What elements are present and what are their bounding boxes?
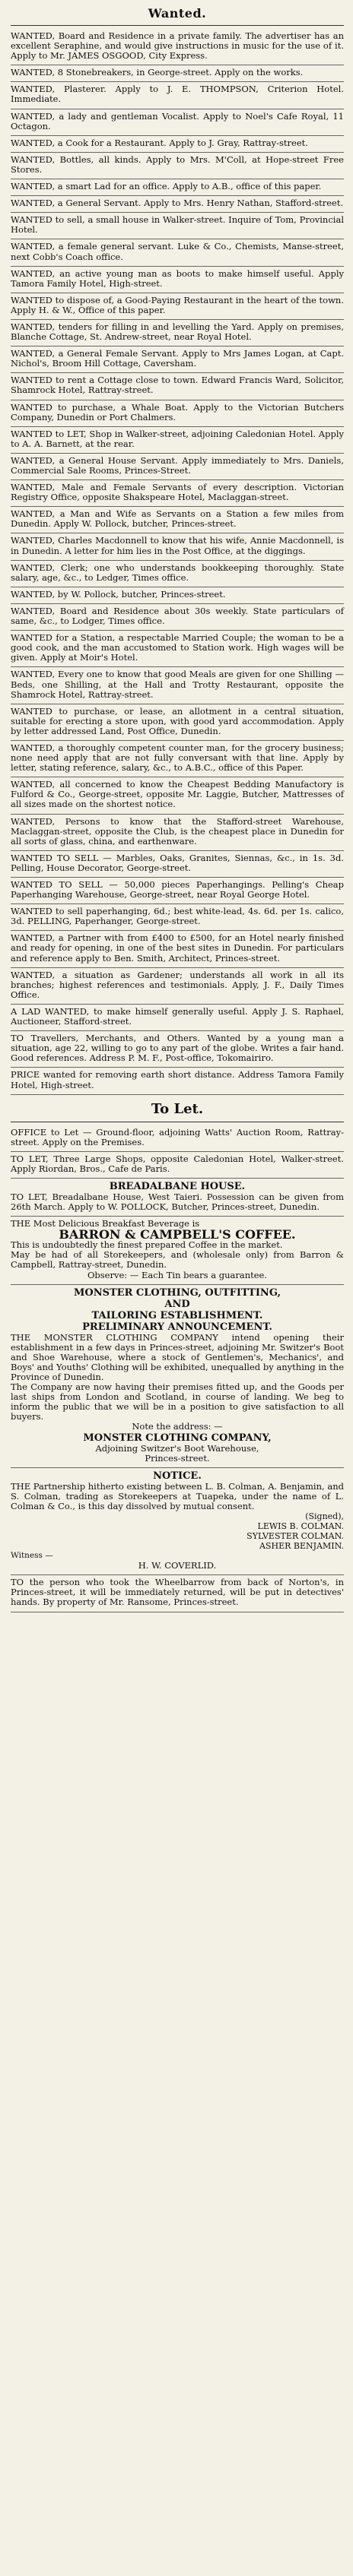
coffee-p2: May be had of all Storekeepers, and (wholesale only) from Barron & Campbell, Rattray-street, Dunedin. — [11, 1249, 344, 1271]
wheelbarrow-ad: TO the person who took the Wheelbarrow from back of Norton's, in Princes-street, it will be immediately returned, will be put in detectives' hands. By property of Mr. Ransome, Princes-street. — [11, 1575, 344, 1612]
wanted-ad: TO Travellers, Merchants, and Others. Wanted by a young man a situation, age 22, willing to go to any part of the globe. Writes a fair hand. Good references. Address P. M. F., Post-office, Tokomairiro. — [11, 1031, 344, 1068]
wanted-ad: WANTED for a Station, a respectable Married Couple; the woman to be a good cook, and the man accustomed to Station work. High wages will be given. Apply at Moir's Hotel. — [11, 631, 344, 667]
wanted-ad: WANTED, Persons to know that the Stafford-street Warehouse, Maclaggan-street, opposite the Club, is the cheapest place in Dunedin for all sorts of glass, china, and earthenware. — [11, 815, 344, 851]
monster-heading-4: PRELIMINARY ANNOUNCEMENT. — [82, 1321, 272, 1333]
wanted-ad: WANTED, Charles Macdonnell to know that his wife, Annie Macdonnell, is in Dunedin. A letter for him lies in the Post Office, at the diggings. — [11, 533, 344, 560]
wanted-ad: WANTED, a female general servant. Luke & Co., Chemists, Manse-street, next Cobb's Coach office. — [11, 239, 344, 266]
wanted-ad: WANTED, a General Female Servant. Apply to Mrs James Logan, at Capt. Nichol's, Broom Hill Cottage, Caversham. — [11, 347, 344, 373]
wanted-ad: WANTED, a smart Lad for an office. Apply to A.B., office of this paper. — [11, 179, 344, 196]
coffee-brand: BARRON & CAMPBELL'S COFFEE. — [59, 1227, 296, 1242]
notice-signature-1: LEWIS B. COLMAN. — [257, 1521, 344, 1532]
wanted-ad: WANTED, a Partner with from £400 to £500, for an Hotel nearly finished and ready for opening, in one of the best sites in Dunedin. For particulars and reference apply to Ben. Smith, Architect, Princes-street. — [11, 931, 344, 967]
wanted-ad: WANTED, by W. Pollock, butcher, Princes-street. — [11, 587, 344, 604]
wanted-ad: WANTED, 8 Stonebreakers, in George-street. Apply on the works. — [11, 65, 344, 82]
wanted-ad: WANTED to purchase, or lease, an allotment in a central situation, suitable for erecting a store upon, with good yard accommodation. Apply by letter addressed Land, Post Office, Dunedin. — [11, 704, 344, 741]
page-title: Wanted. — [148, 6, 207, 21]
wanted-ad: WANTED to dispose of, a Good-Paying Restaurant in the heart of the town. Apply H. & W., Office of this paper. — [11, 293, 344, 320]
wanted-ad: WANTED to rent a Cottage close to town. Edward Francis Ward, Solicitor, Shamrock Hotel, Rattray-street. — [11, 373, 344, 400]
monster-heading-1: MONSTER CLOTHING, OUTFITTING, — [74, 1286, 281, 1299]
breadalbane-text: TO LET, Breadalbane House, West Taieri. Possession can be given from 26th March. Apply to W. POLLOCK, Butcher, Princes-street, Dunedin. — [11, 1191, 344, 1213]
notice-signed: (Signed), — [305, 1511, 344, 1522]
wanted-ad: WANTED, a thoroughly competent counter man, for the grocery business; none need apply that are not fully conversant with that line. Apply by letter, stating reference, salary, &c., to A.B.C., office of this Paper. — [11, 741, 344, 777]
monster-address-2: Adjoining Switzer's Boot Warehouse, — [95, 1442, 259, 1454]
to-let-heading: To Let. — [151, 1100, 204, 1117]
notice-body: THE Partnership hitherto existing between L. B. Colman, A. Benjamin, and S. Colman, trading as Storekeepers at Tuapeka, under the name of L. Colman & Co., is this day dissolved by mutual consent. — [11, 1480, 344, 1511]
wanted-ad: WANTED, Board and Residence about 30s weekly. State particulars of same, &c., to Lodger, Times office. — [11, 604, 344, 631]
wanted-ad: WANTED to sell, a small house in Walker-street. Inquire of Tom, Provincial Hotel. — [11, 213, 344, 239]
notice-signature-2: SYLVESTER COLMAN. — [246, 1531, 344, 1542]
notice-witness-label: Witness — — [11, 1551, 53, 1561]
wanted-ad: WANTED to sell paperhanging, 6d.; best white-lead, 4s. 6d. per 1s. calico, 3d. PELLING, Paperhanger, George-street. — [11, 904, 344, 931]
wanted-ad: WANTED, Board and Residence in a private family. The advertiser has an excellent Seraphine, and would give instructions in music for the use of it. Apply to Mr. JAMES OSGOOD, City Express. — [11, 29, 344, 65]
coffee-p3: Observe: — Each Tin bears a guarantee. — [87, 1269, 267, 1280]
wanted-ad: WANTED, Clerk; one who understands bookkeeping thoroughly. State salary, age, &c., to Ledger, Times office. — [11, 561, 344, 587]
wanted-ad: WANTED, Bottles, all kinds. Apply to Mrs. M'Coll, at Hope-street Free Stores. — [11, 153, 344, 179]
monster-clothing-ad — [11, 1285, 344, 1468]
breadalbane-ad — [11, 1179, 344, 1217]
coffee-p1: This is undoubtedly the finest prepared Coffee in the market. — [11, 1239, 283, 1251]
wanted-ad: WANTED TO SELL — 50,000 pieces Paperhangings. Pelling's Cheap Paperhanging Warehouse, George-street, near Royal George Hotel. — [11, 878, 344, 904]
wanted-ad: PRICE wanted for removing earth short distance. Address Tamora Family Hotel, High-street. — [11, 1068, 344, 1094]
wanted-ad: WANTED, a General House Servant. Apply immediately to Mrs. Daniels, Commercial Sale Rooms, Princes-Street. — [11, 454, 344, 480]
wanted-ad: WANTED, an active young man as boots to make himself useful. Apply Tamora Family Hotel, High-street. — [11, 267, 344, 293]
wanted-ad: WANTED, a situation as Gardener; understands all work in all its branches; highest references and testimonials. Apply, J. F., Daily Times Office. — [11, 968, 344, 1005]
divider — [11, 25, 344, 26]
wanted-ad: WANTED, a General Servant. Apply to Mrs. Henry Nathan, Stafford-street. — [11, 196, 344, 213]
wanted-ad: WANTED to LET, Shop in Walker-street, adjoining Caledonian Hotel. Apply to A. A. Barnett, at the rear. — [11, 427, 344, 454]
monster-address-1: MONSTER CLOTHING COMPANY, — [83, 1432, 272, 1444]
wanted-ad: WANTED, Plasterer. Apply to J. E. THOMPSON, Criterion Hotel. Immediate. — [11, 82, 344, 109]
notice-ad — [11, 1468, 344, 1575]
wanted-ad: WANTED, a lady and gentleman Vocalist. Apply to Noel's Cafe Royal, 11 Octagon. — [11, 109, 344, 136]
monster-note: Note the address: — — [132, 1421, 223, 1432]
monster-body: THE MONSTER CLOTHING COMPANY intend opening their establishment in a few days in Princes-street, adjoining Mr. Switzer's Boot and Shoe Warehouse, where a stock of Gentlemen's, Mechanics', and Boys' and Youths' Clothing will be exhibited, unequalled by anything in the Province of Dunedin. — [11, 1331, 344, 1382]
monster-address-3: Princes-street. — [145, 1452, 210, 1464]
to-let-ads-column — [11, 1125, 344, 1179]
wanted-ad: A LAD WANTED, to make himself generally useful. Apply J. S. Raphael, Auctioneer, Stafford-street. — [11, 1005, 344, 1031]
wanted-ads-column — [11, 29, 344, 1095]
wanted-ad: WANTED, Male and Female Servants of every description. Victorian Registry Office, opposite Shakspeare Hotel, Maclaggan-street. — [11, 480, 344, 507]
notice-signature-3: ASHER BENJAMIN. — [259, 1541, 344, 1552]
wanted-ad: WANTED, a Cook for a Restaurant. Apply to J. Gray, Rattray-street. — [11, 136, 344, 153]
monster-heading-2: AND — [164, 1298, 190, 1310]
wanted-ad: WANTED to purchase, a Whale Boat. Apply to the Victorian Butchers Company, Dunedin or Port Chalmers. — [11, 400, 344, 427]
notice-heading: NOTICE. — [153, 1470, 202, 1482]
wanted-ad: WANTED, all concerned to know the Cheapest Bedding Manufactory is Fulford & Co., George-street, opposite Mr. Laggie, Butcher, Mattresses of all sizes made on the shortest notice. — [11, 777, 344, 814]
monster-body-2: The Company are now having their premises fitted up, and the Goods per last ships from London and Scotland, in course of landing. We beg to inform the public that we will be in a position to give satisfaction to all buyers. — [11, 1381, 344, 1422]
to-let-ad: OFFICE to Let — Ground-floor, adjoining Watts' Auction Room, Rattray-street. Apply on the Premises. — [11, 1125, 344, 1152]
breadalbane-heading: BREADALBANE HOUSE. — [109, 1180, 246, 1192]
monster-heading-3: TAILORING ESTABLISHMENT. — [91, 1309, 263, 1321]
wanted-ad: WANTED, a Man and Wife as Servants on a Station a few miles from Dunedin. Apply W. Pollock, butcher, Princes-street. — [11, 507, 344, 533]
coffee-intro: THE Most Delicious Breakfast Beverage is — [11, 1218, 200, 1229]
wanted-ad: WANTED TO SELL — Marbles, Oaks, Granites, Siennas, &c., in 1s. 3d. Pelling, House Decorator, George-street. — [11, 851, 344, 878]
wanted-ad: WANTED, Every one to know that good Meals are given for one Shilling — Beds, one Shilling, at the Hall and Trotty Restaurant, opposite the Shamrock Hotel, Rattray-street. — [11, 667, 344, 704]
coffee-ad — [11, 1217, 344, 1284]
wanted-ad: WANTED, tenders for filling in and levelling the Yard. Apply on premises, Blanche Cottage, St. Andrew-street, near Royal Hotel. — [11, 320, 344, 347]
notice-witness: H. W. COVERLID. — [138, 1560, 217, 1571]
to-let-ad: TO LET, Three Large Shops, opposite Caledonian Hotel, Walker-street. Apply Riordan, Bros., Cafe de Paris. — [11, 1152, 344, 1179]
